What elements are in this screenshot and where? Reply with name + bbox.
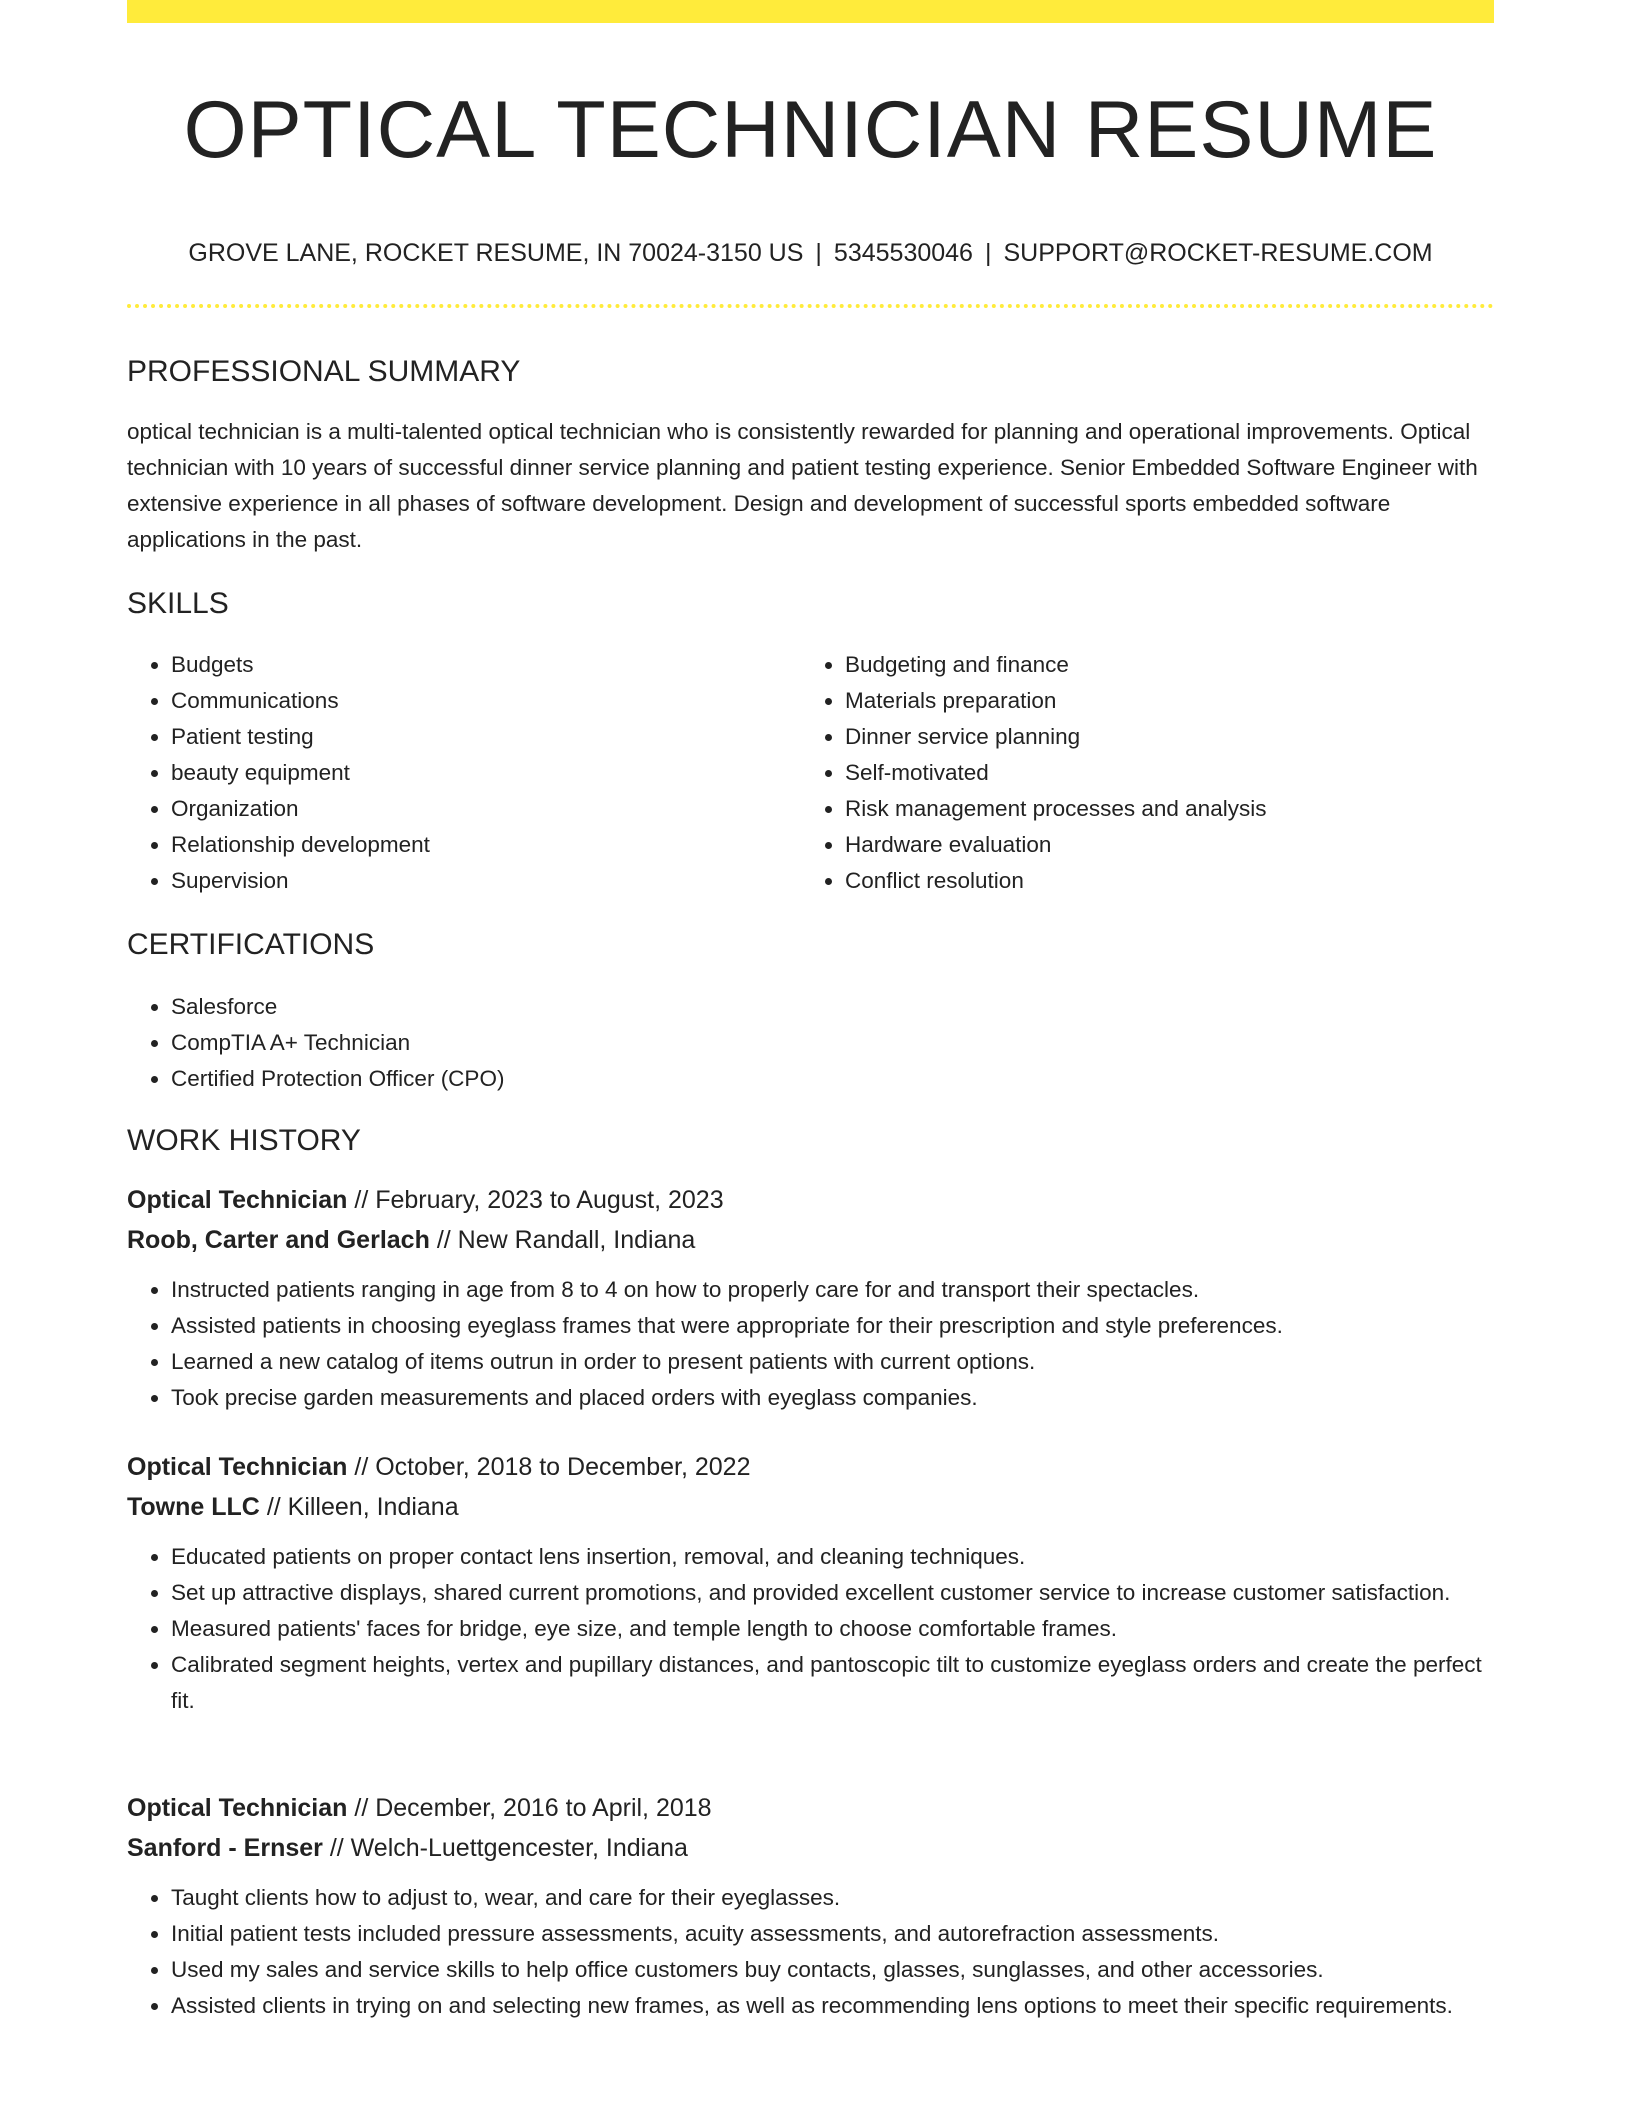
summary-heading: PROFESSIONAL SUMMARY [127, 355, 521, 388]
contact-address: GROVE LANE, ROCKET RESUME, IN 70024-3150 US [188, 239, 804, 267]
skills-column-right [801, 647, 1475, 899]
skills-list [127, 647, 1494, 899]
job-duty: • Initial patient tests included pressure assessments, acuity assessments, and autorefraction assessments. [171, 1916, 1494, 1952]
certification-item: • CompTIA A+ Technician [171, 1025, 1494, 1061]
job-duty: • Assisted patients in choosing eyeglass frames that were appropriate for their prescription and style preferences. [171, 1308, 1494, 1344]
certifications-list [127, 989, 1494, 1097]
job-dates: // February, 2023 to August, 2023 [354, 1186, 724, 1214]
job-title: Optical Technician [127, 1453, 348, 1481]
job-company: Roob, Carter and Gerlach [127, 1226, 430, 1254]
skill-item: • Organization [171, 791, 801, 827]
skill-item: • Hardware evaluation [845, 827, 1475, 863]
resume-title: OPTICAL TECHNICIAN RESUME [183, 85, 1438, 175]
top-accent-bar [127, 0, 1494, 23]
job-company-line [127, 1487, 1494, 1527]
certification-item: • Certified Protection Officer (CPO) [171, 1061, 1494, 1097]
job-location: // New Randall, Indiana [436, 1226, 696, 1254]
skill-item: • Self-motivated [845, 755, 1475, 791]
job-company-line [127, 1220, 1494, 1260]
job-entry [127, 1447, 1494, 1719]
job-title-line [127, 1447, 1494, 1487]
skill-item: • Budgeting and finance [845, 647, 1475, 683]
skills-heading: SKILLS [127, 587, 229, 620]
job-duty: • Calibrated segment heights, vertex and pupillary distances, and pantoscopic tilt to customize eyeglass orders and create the perfect fit. [171, 1647, 1494, 1719]
job-duty: • Set up attractive displays, shared current promotions, and provided excellent customer service to increase customer satisfaction. [171, 1575, 1494, 1611]
summary-text: optical technician is a multi-talented optical technician who is consistently rewarded for planning and operational improvements. Optical technician with 10 years of successful dinner service planning and patient testing experience. Senior Embedded Software Engineer with extensive experience in all phases of software development. Design and development of successful sports embedded software applications in the past. [127, 419, 1478, 552]
job-location: // Killeen, Indiana [266, 1493, 459, 1521]
skill-item: • Conflict resolution [845, 863, 1475, 899]
job-duties [127, 1880, 1494, 2024]
skill-item: • Risk management processes and analysis [845, 791, 1475, 827]
dotted-divider [127, 304, 1494, 308]
job-duty: • Used my sales and service skills to help office customers buy contacts, glasses, sunglasses, and other accessories. [171, 1952, 1494, 1988]
job-company-line [127, 1828, 1494, 1868]
job-duty: • Instructed patients ranging in age from 8 to 4 on how to properly care for and transport their spectacles. [171, 1272, 1494, 1308]
certification-item: • Salesforce [171, 989, 1494, 1025]
skill-item: • Relationship development [171, 827, 801, 863]
job-duty: • Took precise garden measurements and placed orders with eyeglass companies. [171, 1380, 1494, 1416]
skill-item: • Patient testing [171, 719, 801, 755]
job-company: Towne LLC [127, 1493, 260, 1521]
job-entry [127, 1788, 1494, 2024]
skill-item: • beauty equipment [171, 755, 801, 791]
job-duties [127, 1539, 1494, 1719]
job-duty: • Taught clients how to adjust to, wear, and care for their eyeglasses. [171, 1880, 1494, 1916]
skill-item: • Budgets [171, 647, 801, 683]
job-company: Sanford - Ernser [127, 1834, 323, 1862]
job-title-line [127, 1180, 1494, 1220]
skill-item: • Materials preparation [845, 683, 1475, 719]
contact-email: SUPPORT@ROCKET-RESUME.COM [1003, 239, 1433, 267]
contact-line [127, 235, 1494, 271]
job-location: // Welch-Luettgencester, Indiana [329, 1834, 688, 1862]
job-entry [127, 1180, 1494, 1416]
skills-column-left [127, 647, 801, 899]
job-dates: // October, 2018 to December, 2022 [354, 1453, 751, 1481]
job-duty: • Measured patients' faces for bridge, eye size, and temple length to choose comfortable frames. [171, 1611, 1494, 1647]
certifications-heading: CERTIFICATIONS [127, 928, 375, 961]
contact-separator: | [815, 239, 822, 267]
contact-separator: | [984, 239, 992, 267]
job-duty: • Learned a new catalog of items outrun in order to present patients with current options. [171, 1344, 1494, 1380]
job-title-line [127, 1788, 1494, 1828]
job-dates: // December, 2016 to April, 2018 [354, 1794, 712, 1822]
skill-item: • Dinner service planning [845, 719, 1475, 755]
job-duty: • Assisted clients in trying on and selecting new frames, as well as recommending lens options to meet their specific requirements. [171, 1988, 1494, 2024]
work-history-heading: WORK HISTORY [127, 1124, 361, 1157]
contact-phone: 5345530046 [833, 239, 973, 267]
job-title: Optical Technician [127, 1186, 348, 1214]
skill-item: • Communications [171, 683, 801, 719]
job-duties [127, 1272, 1494, 1416]
job-title: Optical Technician [127, 1794, 348, 1822]
skill-item: • Supervision [171, 863, 801, 899]
job-duty: • Educated patients on proper contact lens insertion, removal, and cleaning techniques. [171, 1539, 1494, 1575]
